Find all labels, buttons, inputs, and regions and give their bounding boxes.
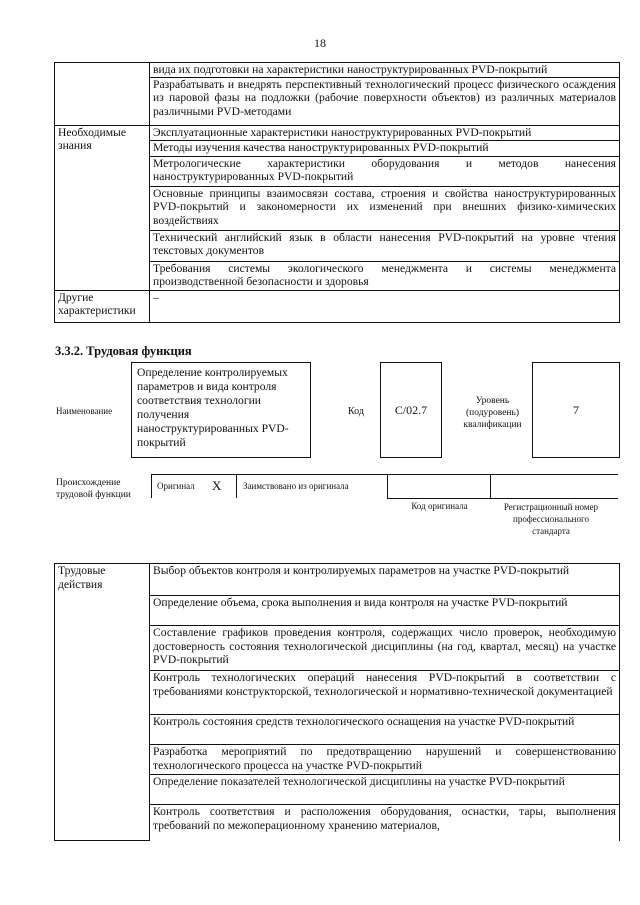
divider <box>387 474 388 498</box>
code-value-box: С/02.7 <box>380 362 442 458</box>
table-cell: – <box>150 290 620 322</box>
divider <box>236 474 237 498</box>
original-mark: X <box>212 478 222 493</box>
divider <box>490 474 491 498</box>
section-title: 3.3.2. Трудовая функция <box>55 344 192 358</box>
required-knowledge-label: Необходимые знания <box>55 125 150 290</box>
table-cell: Эксплуатационные характеристики наноструктурированных PVD-покрытий <box>150 125 620 140</box>
table-cell: Методы изучения качества наноструктурированных PVD-покрытий <box>150 140 620 156</box>
origin-label: Происхождение трудовой функции <box>56 478 131 500</box>
table-cell: Контроль технологических операций нанесения PVD-покрытий в соответствии с требованиями конструкторской, технологической и нормативно-технической документацией <box>150 671 620 715</box>
table-cell: Метрологические характеристики оборудования и методов нанесения наноструктурированных PVD-покрытий <box>150 156 620 186</box>
table-cell: Определение объема, срока выполнения и вида контроля на участке PVD-покрытий <box>150 596 620 626</box>
table-cell: Основные принципы взаимосвязи состава, строения и свойства наноструктурированных PVD-покрытий и закономерности их изменений при внешних физико-химических воздействиях <box>150 186 620 230</box>
table-cell: Выбор объектов контроля и контролируемых параметров на участке PVD-покрытий <box>150 564 620 596</box>
table-cell: Определение показателей технологической дисциплины на участке PVD-покрытий <box>150 775 620 805</box>
registration-caption: Регистрационный номер профессионального стандарта <box>503 502 599 536</box>
table-cell: вида их подготовки на характеристики наноструктурированных PVD-покрытий <box>150 63 620 78</box>
table-cell: Требования системы экологического менеджмента и системы менеджмента производственной безопасности и здоровья <box>150 261 620 290</box>
table-cell: Технический английский язык в области нанесения PVD-покрытий на уровне чтения текстовых документов <box>150 230 620 261</box>
level-value-box: 7 <box>532 362 620 458</box>
borrowed-label: Заимствовано из оригинала <box>243 481 349 491</box>
table-cell: Разработка мероприятий по предотвращению нарушений и совершенствованию технологического процесса на участке PVD-покрытий <box>150 745 620 775</box>
other-characteristics-label: Другие характеристики <box>55 290 150 322</box>
code-original-caption: Код оригинала <box>411 501 468 511</box>
knowledge-table <box>54 62 620 323</box>
code-label: Код <box>348 406 364 417</box>
table-cell: Контроль соответствия и расположения оборудования, оснастки, тары, выполнения требований по межоперационному хранению материалов, <box>150 805 620 841</box>
original-label: Оригинал <box>157 481 195 491</box>
name-label: Наименование <box>56 406 113 416</box>
function-name-box: Определение контролируемых параметров и вида контроля соответствия технологии получения наноструктурированных PVD-покрытий <box>131 362 311 458</box>
level-label: Уровень (подуровень) квалификации <box>463 396 522 430</box>
table-row-label <box>55 63 150 126</box>
work-actions-label: Трудовые действия <box>55 564 150 841</box>
actions-table <box>54 563 620 841</box>
table-cell: Составление графиков проведения контроля, содержащих число проверок, необходимую достоверность состояния технологической дисциплины (на год, квартал, месяц) на участке PVD-покрытий <box>150 626 620 671</box>
page-number: 18 <box>314 36 326 50</box>
table-cell: Контроль состояния средств технологического оснащения на участке PVD-покрытий <box>150 715 620 745</box>
table-cell: Разрабатывать и внедрять перспективный технологический процесс физического осаждения из паровой фазы на подложки (рабочие поверхности объектов) из различных материалов различными PVD-методами <box>150 77 620 125</box>
divider <box>387 498 618 499</box>
